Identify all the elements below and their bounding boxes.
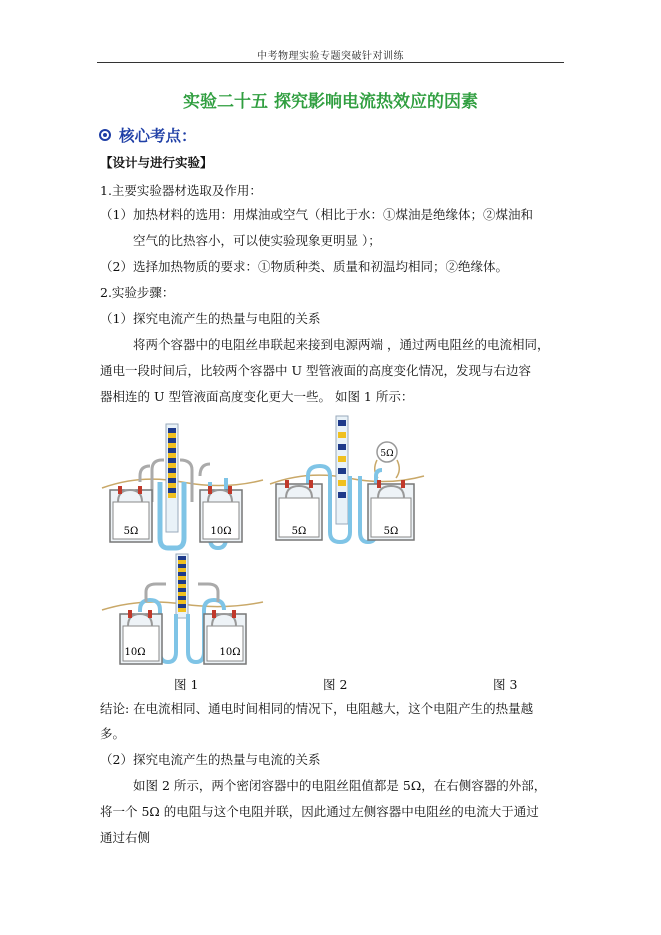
text-line: 器相连的 U 型管液面高度变化更大一些。 如图 1 所示： <box>100 389 414 404</box>
text-line: 空气的比热容小，可以使实验现象更明显 ）； <box>133 233 381 248</box>
target-icon <box>99 129 111 141</box>
text-line: 将两个容器中的电阻丝串联起来接到电源两端 ，通过两电阻丝的电流相同， <box>133 337 550 352</box>
resistor-label: 5Ω <box>291 526 307 537</box>
text-line: （2）选择加热物质的要求：①物质种类、质量和初温均相同；②绝缘体。 <box>100 259 508 274</box>
text-line: 1.主要实验器材选取及作用： <box>100 183 262 198</box>
parallel-resistor-label: 5Ω <box>380 449 394 459</box>
figure-3 <box>100 552 265 670</box>
conclusion-line: 结论: 在电流相同、通电时间相同的情况下，电阻越大，这个电阻产生的热量越 <box>100 701 534 716</box>
text-line: 如图 2 所示，两个密闭容器中的电阻丝阻值都是 5Ω，在右侧容器的外部， <box>133 778 547 793</box>
text-line: （1）加热材料的选用：用煤油或空气（相比于水：①煤油是绝缘体；②煤油和 <box>100 207 533 222</box>
section-heading <box>99 124 197 146</box>
resistor-label: 10Ω <box>210 526 232 537</box>
resistor-label: 10Ω <box>219 647 241 658</box>
figure-3-caption: 图 3 <box>493 677 518 692</box>
resistor-label: 10Ω <box>124 647 146 658</box>
resistor-label: 5Ω <box>123 526 139 537</box>
header-rule <box>97 62 564 63</box>
conclusion-line: 多。 <box>100 726 126 741</box>
text-line: 通电一段时间后，比较两个容器中 U 型管液面的高度变化情况，发现与右边容 <box>100 363 531 378</box>
figure-2-caption: 图 2 <box>323 677 348 692</box>
text-line: （1）探究电流产生的热量与电阻的关系 <box>100 311 321 326</box>
figure-2 <box>268 414 426 549</box>
text-line: 将一个 5Ω 的电阻与这个电阻并联，因此通过左侧容器中电阻丝的电流大于通过 <box>100 804 539 819</box>
text-line: 通过右侧 <box>100 830 151 845</box>
page-title: 实验二十五 探究影响电流热效应的因素 <box>183 92 478 112</box>
section-title: 核心考点： <box>119 126 197 145</box>
text-line: （2）探究电流产生的热量与电流的关系 <box>100 752 321 767</box>
gauge-scale <box>168 428 176 498</box>
design-heading: 【设计与进行实验】 <box>100 155 213 170</box>
resistor-label: 5Ω <box>383 526 399 537</box>
figure-1 <box>100 420 265 555</box>
figure-1-caption: 图 1 <box>174 677 199 692</box>
text-line: 2.实验步骤： <box>100 285 175 300</box>
gauge-scale <box>178 556 186 612</box>
page-header: 中考物理实验专题突破针对训练 <box>257 51 404 62</box>
